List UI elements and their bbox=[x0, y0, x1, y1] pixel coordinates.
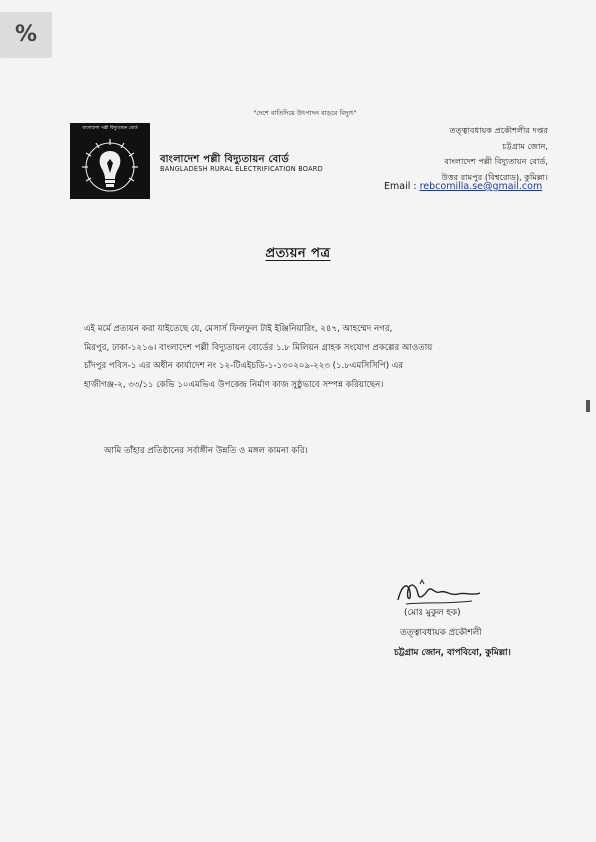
address-line: উত্তর রামপুর (বিশ্বরোড), কুমিল্লা। bbox=[441, 171, 548, 182]
reb-logo bbox=[70, 123, 150, 199]
logo-caption: বাংলাদেশ পল্লী বিদ্যুতায়ন বোর্ড bbox=[82, 126, 138, 131]
body-line: হাজীগঞ্জ-২, ৩৩/১১ কেভি ১০এমভিএ উপকেন্দ্র নির্মাণ কাজ সুষ্ঠুভাবে সম্পন্ন করিয়াছেন। bbox=[84, 379, 384, 390]
letterhead-slogan: "দেশে বাতিদিয়ে উৎপাদন বাড়বে বিদ্যুৎ" bbox=[253, 109, 357, 117]
corner-mark: % bbox=[0, 12, 52, 58]
edge-mark bbox=[586, 400, 590, 412]
signatory-name: (মোঃ মুকুল হক) bbox=[404, 608, 461, 618]
address-line: তত্ত্বাবধায়ক প্রকৌশলীর দপ্তর bbox=[449, 125, 548, 135]
document-title bbox=[0, 244, 596, 265]
email-label: Email : bbox=[384, 181, 420, 192]
handwritten-signature bbox=[388, 578, 548, 608]
body-line: এই মর্মে প্রত্যয়ন করা যাইতেছে যে, মেসার্স ফিলফুল টাই ইঞ্জিনিয়ারিং, ২৪৭, আহম্মেদ নগর, bbox=[84, 324, 393, 334]
email-row bbox=[384, 181, 542, 192]
signatory-designation: তত্ত্বাবধায়ক প্রকৌশলী bbox=[400, 628, 482, 638]
org-name-bengali: বাংলাদেশ পল্লী বিদ্যুতায়ন বোর্ড bbox=[160, 154, 290, 165]
certificate-body bbox=[84, 320, 530, 394]
email-link[interactable]: rebcomilla.se@gmail.com bbox=[419, 181, 543, 192]
good-wishes-line: আমি তাঁহার প্রতিষ্ঠানের সর্বাঙ্গীন উন্নতি ও মঙ্গল কামনা করি। bbox=[104, 446, 308, 456]
address-line: বাংলাদেশ পল্লী বিদ্যুতায়ন বোর্ড, bbox=[444, 156, 548, 167]
address-line: চট্টগ্রাম জোন, bbox=[502, 140, 548, 151]
body-line: মিরপুর, ঢাকা-১২১৬। বাংলাদেশ পল্লী বিদ্যুতায়ন বোর্ডের ১.৮ মিলিয়ন গ্রাহক সংযোগ প্রকল্পের আওতায় bbox=[84, 342, 433, 353]
org-name-english: BANGLADESH RURAL ELECTRIFICATION BOARD bbox=[160, 165, 323, 173]
body-line: চাঁদপুর পবিস-১ এর অধীন কার্যাদেশ নং ১২-টিএইচডি-১-১৩০২০৯-২২৩ (১.৮এমসিসিপি) এর bbox=[84, 361, 404, 371]
document-title-text: প্রত্যয়ন পত্র bbox=[265, 246, 331, 261]
signatory-office: চট্টগ্রাম জোন, বাপবিবো, কুমিল্লা। bbox=[394, 648, 511, 658]
office-address bbox=[348, 123, 548, 185]
bulb-emblem-icon bbox=[70, 123, 150, 199]
